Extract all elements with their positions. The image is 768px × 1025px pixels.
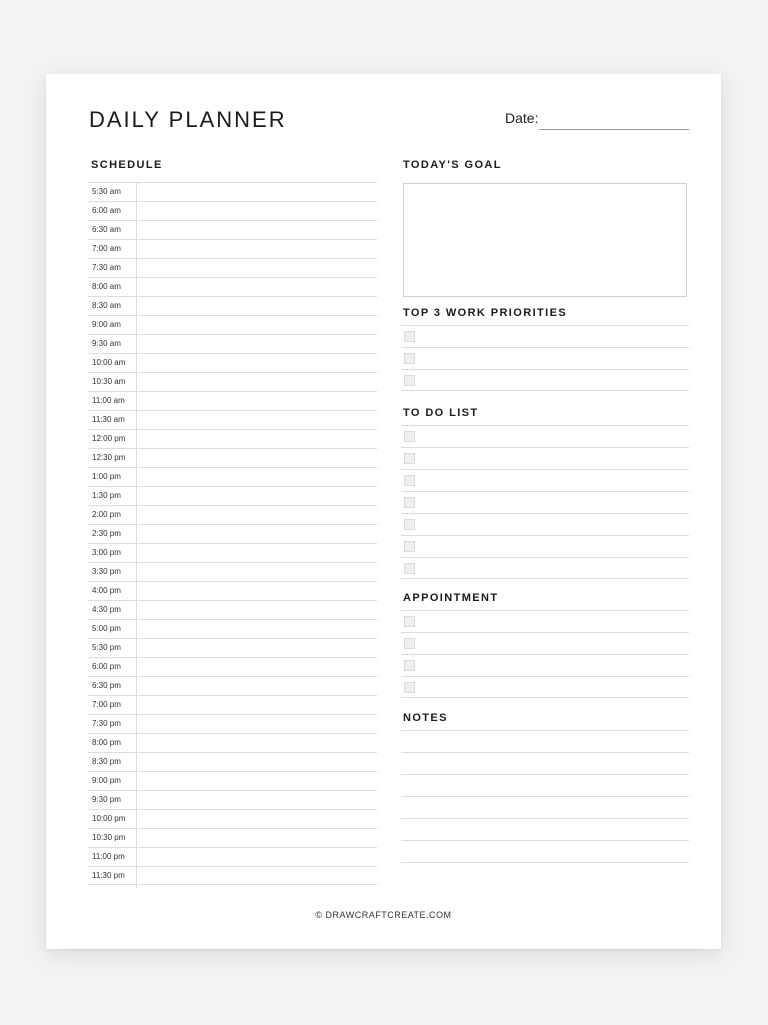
priority-entry[interactable] [423, 370, 689, 390]
schedule-row [88, 676, 377, 695]
schedule-entry[interactable] [136, 544, 377, 562]
todo-checkbox[interactable] [404, 541, 415, 552]
schedule-time: 2:00 pm [92, 510, 121, 519]
schedule-row [88, 657, 377, 676]
schedule-row [88, 866, 377, 885]
planner-sheet [46, 74, 721, 949]
schedule-time: 6:00 pm [92, 662, 121, 671]
schedule-entry[interactable] [136, 316, 377, 334]
schedule-time: 8:30 am [92, 301, 121, 310]
schedule-row [88, 467, 377, 486]
schedule-time: 11:30 am [92, 415, 125, 424]
priority-item [401, 347, 689, 369]
schedule-time: 11:30 pm [92, 871, 125, 880]
note-line[interactable] [401, 730, 689, 752]
schedule-entry[interactable] [136, 373, 377, 391]
schedule-entry[interactable] [136, 487, 377, 505]
schedule-time: 7:30 am [92, 263, 121, 272]
schedule-entry[interactable] [136, 221, 377, 239]
schedule-time: 9:00 pm [92, 776, 121, 785]
schedule-time: 9:30 pm [92, 795, 121, 804]
appointment-item [401, 632, 689, 654]
appointment-entry[interactable] [423, 611, 689, 632]
date-label: Date: [505, 110, 539, 126]
schedule-time: 3:30 pm [92, 567, 121, 576]
appointment-entry[interactable] [423, 655, 689, 676]
schedule-entry[interactable] [136, 468, 377, 486]
schedule-entry[interactable] [136, 810, 377, 828]
schedule-time: 11:00 pm [92, 852, 125, 861]
schedule-row [88, 809, 377, 828]
schedule-row [88, 353, 377, 372]
schedule-entry[interactable] [136, 202, 377, 220]
schedule-row [88, 201, 377, 220]
page-title: DAILY PLANNER [89, 107, 287, 132]
schedule-row [88, 733, 377, 752]
appointment-entry[interactable] [423, 677, 689, 697]
schedule-entry[interactable] [136, 563, 377, 581]
schedule-time: 1:00 pm [92, 472, 121, 481]
schedule-divider [136, 182, 137, 888]
note-line[interactable] [401, 840, 689, 862]
schedule-row [88, 562, 377, 581]
appointment-item [401, 676, 689, 698]
schedule-row [88, 391, 377, 410]
schedule-entry[interactable] [136, 278, 377, 296]
todo-entry[interactable] [423, 426, 689, 447]
note-line[interactable] [401, 774, 689, 796]
schedule-entry[interactable] [136, 582, 377, 600]
date-field [505, 110, 689, 134]
schedule-row [88, 296, 377, 315]
note-line[interactable] [401, 818, 689, 840]
schedule-time: 5:30 am [92, 187, 121, 196]
schedule-entry[interactable] [136, 772, 377, 790]
notes-area [401, 730, 689, 884]
schedule-entry[interactable] [136, 848, 377, 866]
schedule-row [88, 182, 377, 201]
note-line[interactable] [401, 862, 689, 884]
todo-item [401, 513, 689, 535]
footer-copyright: © DRAWCRAFTCREATE.COM [315, 910, 452, 920]
schedule-time: 9:00 am [92, 320, 121, 329]
schedule-entry[interactable] [136, 696, 377, 714]
schedule-time: 7:30 pm [92, 719, 121, 728]
schedule-row [88, 372, 377, 391]
schedule-entry[interactable] [136, 449, 377, 467]
schedule-entry[interactable] [136, 677, 377, 695]
schedule-entry[interactable] [136, 430, 377, 448]
todo-item [401, 425, 689, 447]
date-input-line[interactable] [539, 129, 689, 130]
schedule-row [88, 315, 377, 334]
todo-checkbox[interactable] [404, 475, 415, 486]
schedule-row [88, 790, 377, 809]
schedule-row [88, 277, 377, 296]
priority-item [401, 325, 689, 347]
schedule-row [88, 505, 377, 524]
schedule-time: 8:00 am [92, 282, 121, 291]
schedule-row [88, 524, 377, 543]
schedule-entry[interactable] [136, 867, 377, 884]
note-line[interactable] [401, 796, 689, 818]
priorities-list [401, 325, 689, 391]
todo-entry[interactable] [423, 558, 689, 578]
schedule-row [88, 581, 377, 600]
schedule-time: 11:00 am [92, 396, 125, 405]
goal-heading: TODAY'S GOAL [403, 159, 502, 171]
schedule-row [88, 258, 377, 277]
schedule-row [88, 410, 377, 429]
schedule-entry[interactable] [136, 620, 377, 638]
schedule-time: 10:00 am [92, 358, 126, 367]
schedule-time: 6:00 am [92, 206, 121, 215]
schedule-table [88, 182, 377, 885]
schedule-entry[interactable] [136, 639, 377, 657]
appointment-heading: APPOINTMENT [403, 592, 499, 604]
schedule-time: 12:30 pm [92, 453, 126, 462]
appointment-item [401, 610, 689, 632]
schedule-time: 10:30 am [92, 377, 126, 386]
schedule-time: 9:30 am [92, 339, 121, 348]
schedule-row [88, 334, 377, 353]
schedule-time: 4:00 pm [92, 586, 121, 595]
todo-heading: TO DO LIST [403, 407, 479, 419]
priority-entry[interactable] [423, 326, 689, 347]
schedule-entry[interactable] [136, 829, 377, 847]
schedule-time: 1:30 pm [92, 491, 121, 500]
schedule-time: 8:30 pm [92, 757, 121, 766]
note-line[interactable] [401, 752, 689, 774]
schedule-time: 5:30 pm [92, 643, 121, 652]
schedule-time: 4:30 pm [92, 605, 121, 614]
appointment-checkbox[interactable] [404, 616, 415, 627]
appointment-item [401, 654, 689, 676]
appointment-entry[interactable] [423, 633, 689, 654]
todo-checkbox[interactable] [404, 453, 415, 464]
todo-list [401, 425, 689, 579]
goal-box[interactable] [403, 183, 687, 297]
schedule-entry[interactable] [136, 791, 377, 809]
schedule-row [88, 695, 377, 714]
schedule-heading: SCHEDULE [91, 159, 163, 171]
schedule-entry[interactable] [136, 183, 377, 201]
todo-item [401, 447, 689, 469]
todo-entry[interactable] [423, 492, 689, 513]
schedule-row [88, 448, 377, 467]
priority-checkbox[interactable] [404, 375, 415, 386]
priority-item [401, 369, 689, 391]
schedule-row [88, 638, 377, 657]
todo-checkbox[interactable] [404, 431, 415, 442]
todo-entry[interactable] [423, 470, 689, 491]
schedule-entry[interactable] [136, 354, 377, 372]
schedule-entry[interactable] [136, 601, 377, 619]
schedule-time: 7:00 pm [92, 700, 121, 709]
schedule-entry[interactable] [136, 297, 377, 315]
schedule-entry[interactable] [136, 259, 377, 277]
schedule-row [88, 600, 377, 619]
priority-checkbox[interactable] [404, 353, 415, 364]
appointment-checkbox[interactable] [404, 638, 415, 649]
schedule-time: 7:00 am [92, 244, 121, 253]
schedule-entry[interactable] [136, 506, 377, 524]
schedule-time: 5:00 pm [92, 624, 121, 633]
schedule-time: 8:00 pm [92, 738, 121, 747]
schedule-entry[interactable] [136, 734, 377, 752]
todo-item [401, 557, 689, 579]
todo-checkbox[interactable] [404, 519, 415, 530]
schedule-row [88, 220, 377, 239]
schedule-time: 3:00 pm [92, 548, 121, 557]
schedule-time: 2:30 pm [92, 529, 121, 538]
schedule-entry[interactable] [136, 658, 377, 676]
todo-item [401, 535, 689, 557]
schedule-entry[interactable] [136, 715, 377, 733]
todo-checkbox[interactable] [404, 563, 415, 574]
todo-item [401, 491, 689, 513]
schedule-row [88, 771, 377, 790]
schedule-entry[interactable] [136, 411, 377, 429]
todo-entry[interactable] [423, 448, 689, 469]
schedule-row [88, 239, 377, 258]
schedule-entry[interactable] [136, 240, 377, 258]
schedule-time: 12:00 pm [92, 434, 126, 443]
appointment-checkbox[interactable] [404, 682, 415, 693]
todo-entry[interactable] [423, 514, 689, 535]
schedule-entry[interactable] [136, 392, 377, 410]
priority-entry[interactable] [423, 348, 689, 369]
schedule-row [88, 714, 377, 733]
appointment-list [401, 610, 689, 698]
schedule-entry[interactable] [136, 525, 377, 543]
priority-checkbox[interactable] [404, 331, 415, 342]
schedule-row [88, 429, 377, 448]
schedule-time: 6:30 am [92, 225, 121, 234]
todo-item [401, 469, 689, 491]
schedule-time: 6:30 pm [92, 681, 121, 690]
schedule-row [88, 486, 377, 505]
notes-heading: NOTES [403, 712, 448, 724]
schedule-time: 10:00 pm [92, 814, 126, 823]
schedule-row [88, 619, 377, 638]
schedule-row [88, 828, 377, 847]
schedule-entry[interactable] [136, 335, 377, 353]
schedule-row [88, 847, 377, 866]
todo-checkbox[interactable] [404, 497, 415, 508]
schedule-row [88, 543, 377, 562]
schedule-time: 10:30 pm [92, 833, 126, 842]
schedule-row [88, 752, 377, 771]
appointment-checkbox[interactable] [404, 660, 415, 671]
priorities-heading: TOP 3 WORK PRIORITIES [403, 307, 568, 319]
schedule-entry[interactable] [136, 753, 377, 771]
todo-entry[interactable] [423, 536, 689, 557]
